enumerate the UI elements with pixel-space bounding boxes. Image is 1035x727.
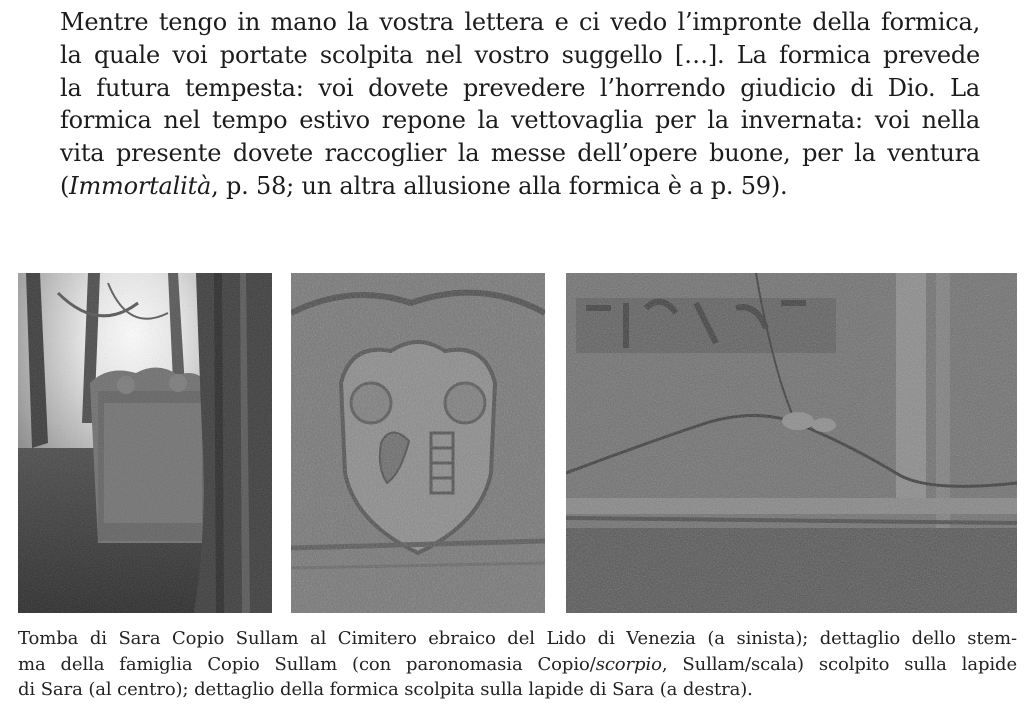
citation-open-paren: ( [60,171,70,200]
coat-of-arms-image [291,273,545,613]
ant-carving-photo [566,273,1017,613]
citation-rest: , p. 58; un altra allusione alla formica è a p. 59). [211,171,788,200]
quote-line: la quale voi portate scolpita nel vostro suggello […]. La formica prevede [60,40,980,69]
caption-text: , Sullam/scala) scolpito sulla lapide [661,653,1017,675]
tomb-photo-image [18,273,272,613]
quote-line: Mentre tengo in mano la vostra lettera e ci vedo l’impronte della formica, [60,8,980,36]
caption-text: ma della famiglia Copio Sullam (con paronomasia Copio/ [18,653,596,675]
caption-line: di Sara (al centro); dettaglio della formica scolpita sulla lapide di Sara (a destra). [18,679,753,700]
caption-italic-term: scorpio [595,653,662,675]
caption-line: Tomba di Sara Copio Sullam al Cimitero ebraico del Lido di Venezia (a sinista); dettaglio dello stem- [18,628,1017,649]
quote-citation-line [60,170,980,203]
ant-carving-image [566,273,1017,613]
quote-line: la futura tempesta: voi dovete prevedere l’horrendo giudicio di Dio. La [60,73,980,102]
tomb-photo [18,273,272,613]
caption-line [18,652,1017,678]
coat-of-arms-photo [291,273,545,613]
quoted-passage [60,6,980,203]
citation-title: Immortalità [69,171,212,200]
quote-line: vita presente dovete raccoglier la messe dell’opere buone, per la ventura [60,139,980,168]
quote-line: formica nel tempo estivo repone la vettovaglia per la invernata: voi nella [60,106,980,135]
figure-caption [18,626,1017,703]
